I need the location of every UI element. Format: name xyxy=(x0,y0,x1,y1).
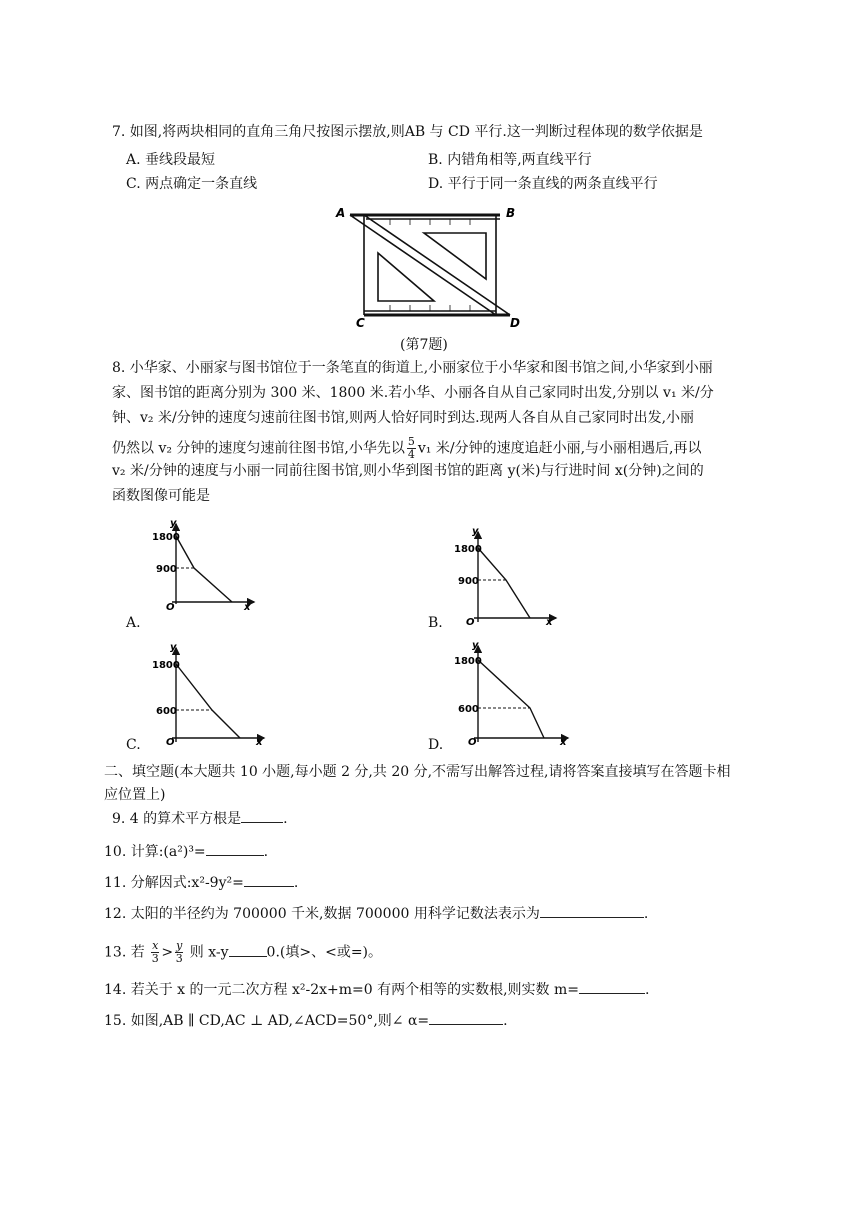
q13-pre: 13. 若 xyxy=(104,944,145,961)
q11-period: . xyxy=(293,875,299,891)
q12 xyxy=(104,903,648,923)
q10-answer-blank xyxy=(206,841,264,856)
q8-line-5: v₂ 米/分钟的速度与小丽一同前往图书馆,则小华到图书馆的距离 y(米)与行进时间 x(分钟)之间的 xyxy=(112,463,704,479)
q14-period: . xyxy=(645,982,650,998)
q8-graph-a-origin: O xyxy=(166,602,175,610)
q15-text: 15. 如图,AB ∥ CD,AC ⊥ AD,∠ACD=50°,则∠ α= xyxy=(104,1013,430,1029)
q10 xyxy=(104,841,268,861)
q13-fraction-x-num: x xyxy=(152,939,159,952)
q7-option-a: A. 垂线段最短 xyxy=(126,152,216,168)
q7-option-d: D. 平行于同一条直线的两条直线平行 xyxy=(428,176,658,192)
q13-fraction-x-den: 3 xyxy=(151,952,159,965)
q13 xyxy=(104,940,382,965)
q8-graph-a-y-top: 1800 xyxy=(152,532,180,543)
q8-graph-c-letter: C. xyxy=(126,737,141,753)
q14-text: 14. 若关于 x 的一元二次方程 x²-2x+m=0 有两个相等的实数根,则实数 m= xyxy=(104,982,580,998)
q10-period: . xyxy=(263,844,269,860)
q8-graph-a-x-axis-label: x xyxy=(244,602,251,610)
q12-answer-blank xyxy=(540,903,644,918)
q8-line-6: 函数图像可能是 xyxy=(112,488,210,504)
q9-text: 9. 4 的算术平方根是 xyxy=(112,811,242,827)
q13-answer-blank xyxy=(229,942,267,957)
q8-graph-c-y-mid: 600 xyxy=(156,706,177,717)
q8-graph-a-y-mid: 900 xyxy=(156,564,177,575)
section-2-heading: 二、填空题(本大题共 10 小题,每小题 2 分,共 20 分,不需写出解答过程,请将答案直接填写在答题卡相 xyxy=(104,764,731,780)
q8-graph-c-y-axis-label: y xyxy=(170,642,177,653)
q8-line-3: 钟、v₂ 米/分钟的速度匀速前往图书馆,则两人恰好同时到达.现两人各自从自己家同时出发,小丽 xyxy=(112,410,695,426)
q8-line-4-after: v₁ 米/分钟的速度追赶小丽,与小丽相遇后,再以 xyxy=(417,440,702,457)
q8-graph-c-origin: O xyxy=(166,737,175,746)
q13-post: 则 x-y xyxy=(189,944,229,961)
q8-fraction-numerator: 5 xyxy=(407,435,415,448)
q8-graph-c-y-top: 1800 xyxy=(152,660,180,671)
q8-graph-d xyxy=(444,640,576,746)
q7-label-b: B xyxy=(506,206,516,220)
q11-answer-blank xyxy=(244,872,294,887)
q7-stem: 7. 如图,将两块相同的直角三角尺按图示摆放,则AB 与 CD 平行.这一判断过程体现的数学依据是 xyxy=(112,124,703,140)
q11-text: 11. 分解因式:x²-9y²= xyxy=(104,875,244,891)
q8-line-2: 家、图书馆的距离分别为 300 米、1800 米.若小华、小丽各自从自己家同时出发,分别以 v₁ 米/分 xyxy=(112,385,714,401)
q10-text: 10. 计算:(a²)³= xyxy=(104,844,206,860)
q8-graph-a-letter: A. xyxy=(126,615,141,631)
q7-triangle-rulers-figure xyxy=(330,203,530,331)
q7-caption: (第7题) xyxy=(400,337,448,353)
q8-graph-b-y-mid: 900 xyxy=(458,576,479,587)
q14-answer-blank xyxy=(579,979,645,994)
q13-fraction-x xyxy=(151,940,159,965)
q8-graph-b xyxy=(444,526,564,626)
q7-option-b: B. 内错角相等,两直线平行 xyxy=(428,152,592,168)
q15-period: . xyxy=(503,1013,508,1029)
q7-label-a: A xyxy=(336,206,346,220)
q8-graph-d-letter: D. xyxy=(428,737,444,753)
q15 xyxy=(104,1010,508,1030)
q8-graph-d-y-top: 1800 xyxy=(454,656,482,667)
section-2-heading-cont: 应位置上) xyxy=(104,787,166,803)
q15-answer-blank xyxy=(429,1010,503,1025)
q8-graph-d-x-axis-label: x xyxy=(560,737,567,746)
q13-fraction-y-den: 3 xyxy=(175,952,183,965)
q8-graph-c xyxy=(142,642,272,746)
q8-fraction-denominator: 4 xyxy=(407,448,415,461)
q8-graph-b-y-top: 1800 xyxy=(454,544,482,555)
q13-tail: 0.(填>、<或=)。 xyxy=(266,944,383,961)
q7-label-d: D xyxy=(510,316,520,330)
q8-graph-a-y-axis-label: y xyxy=(170,518,177,529)
q8-graph-d-origin: O xyxy=(468,737,477,746)
q8-graph-b-x-axis-label: x xyxy=(546,617,553,626)
q8-graph-b-letter: B. xyxy=(428,615,443,631)
q12-period: . xyxy=(643,906,649,922)
q8-line-4-before: 仍然以 v₂ 分钟的速度匀速前往图书馆,小华先以 xyxy=(112,440,405,457)
q8-graph-c-x-axis-label: x xyxy=(256,737,263,746)
q9-answer-blank xyxy=(241,808,283,823)
q8-graph-d-y-axis-label: y xyxy=(472,640,479,651)
q7-option-c: C. 两点确定一条直线 xyxy=(126,176,258,192)
q8-fraction xyxy=(407,436,416,461)
q8-graph-b-y-axis-label: y xyxy=(472,526,479,537)
q13-fraction-y-num: y xyxy=(176,939,183,952)
q12-text: 12. 太阳的半径约为 700000 千米,数据 700000 用科学记数法表示为 xyxy=(104,906,540,922)
q13-gt: > xyxy=(161,944,174,961)
q13-fraction-y xyxy=(175,940,183,965)
q8-line-4 xyxy=(112,436,701,461)
q8-graph-b-origin: O xyxy=(466,617,475,626)
q14 xyxy=(104,979,649,999)
q9-period: . xyxy=(283,811,288,827)
q8-graph-a xyxy=(142,518,262,610)
q7-label-c: C xyxy=(356,316,365,330)
q9 xyxy=(112,808,288,828)
q8-line-1: 8. 小华家、小丽家与图书馆位于一条笔直的街道上,小丽家位于小华家和图书馆之间,小华家到小丽 xyxy=(112,360,713,376)
q11 xyxy=(104,872,298,892)
q8-graph-d-y-mid: 600 xyxy=(458,704,479,715)
